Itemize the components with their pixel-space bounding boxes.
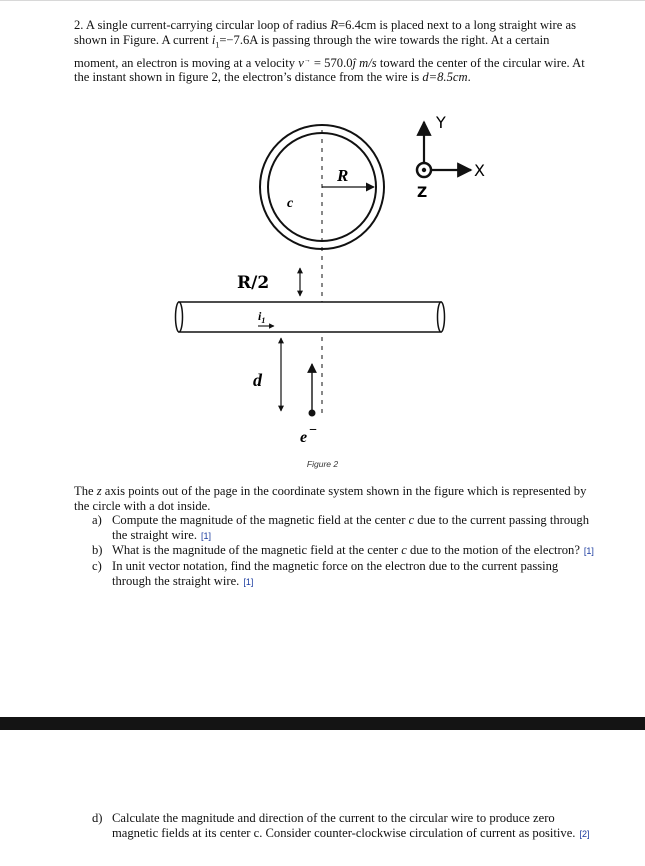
part-b-text-2: due to the motion of the electron? bbox=[406, 543, 580, 558]
part-a-text-2: due to the current passing through the straight wire. bbox=[112, 513, 590, 542]
intro-text-2: is placed next to a long straight wire as shown in Figure. A current bbox=[74, 18, 576, 47]
part-b-symbol: c bbox=[401, 543, 407, 558]
z-axis-dot bbox=[422, 168, 426, 172]
part-a-marks: [1] bbox=[200, 530, 211, 541]
section-divider-bar bbox=[0, 717, 645, 730]
label-x-axis: X bbox=[474, 161, 485, 180]
question-parts bbox=[74, 513, 594, 589]
label-z-axis: Z bbox=[417, 185, 428, 201]
question-body bbox=[74, 484, 594, 589]
axis-description bbox=[74, 484, 594, 513]
intro-text-3: is passing through the wire towards the right. At a certain moment, an electron is moving at a velocity bbox=[74, 32, 550, 70]
part-a-text-1: Compute the magnitude of the magnetic field at the center bbox=[112, 513, 409, 528]
velocity-units: m/s bbox=[356, 55, 377, 70]
label-electron: e − bbox=[300, 423, 318, 446]
part-a-symbol: c bbox=[408, 513, 415, 528]
velocity-unit-vector: ĵ bbox=[352, 55, 357, 70]
part-c-marks: [1] bbox=[243, 576, 254, 587]
radius-symbol: R bbox=[330, 18, 339, 32]
part-b-text-1: What is the magnitude of the magnetic field at the center bbox=[112, 543, 402, 558]
intro-text-4: toward the center of the circular wire. At the instant shown in figure 2, the electron’s distance from the wire is bbox=[74, 55, 585, 85]
part-d-section bbox=[74, 811, 594, 841]
current-value: =−7.6A bbox=[219, 32, 258, 47]
part-c-label: c) bbox=[92, 558, 102, 573]
question-parts-continued bbox=[74, 811, 594, 841]
part-c-text-1: In unit vector notation, find the magnetic force on the electron due to the current passing through the straight wire. bbox=[112, 558, 559, 588]
part-d-label: d) bbox=[92, 811, 103, 825]
velocity-symbol: v bbox=[298, 55, 304, 70]
label-radius: R bbox=[337, 166, 349, 185]
top-divider bbox=[0, 0, 645, 1]
part-b-marks: [1] bbox=[583, 546, 594, 557]
problem-statement bbox=[74, 18, 594, 85]
part-a-label: a) bbox=[92, 513, 102, 528]
problem-intro bbox=[74, 18, 594, 85]
label-distance: d bbox=[253, 370, 262, 390]
electron-dot bbox=[309, 410, 316, 417]
part-c bbox=[74, 559, 594, 589]
label-center: c bbox=[287, 196, 294, 211]
figure-caption: Figure 2 bbox=[306, 459, 339, 469]
intro-end: . bbox=[467, 70, 471, 85]
axis-z-symbol: z bbox=[96, 484, 102, 498]
current-symbol: i bbox=[211, 32, 216, 47]
figure-diagram bbox=[160, 108, 490, 453]
axis-text-1: The bbox=[74, 484, 97, 498]
part-d-text: Calculate the magnitude and direction of the current to the circular wire to produce zero magnetic fields at its center c. Consider counter-clockwise circulation of current as positive. bbox=[112, 811, 576, 840]
velocity-arrow: → bbox=[303, 55, 311, 64]
part-a bbox=[74, 513, 594, 543]
intro-text-1: 2. A single current-carrying circular loop of radius bbox=[74, 18, 331, 32]
distance-symbol: d bbox=[422, 70, 429, 85]
label-current: $i_1$ bbox=[258, 309, 266, 325]
current-subscript: 1 bbox=[215, 40, 220, 50]
straight-wire bbox=[179, 302, 441, 332]
wire-left-end bbox=[176, 302, 183, 332]
part-d bbox=[74, 811, 594, 841]
wire-right-end bbox=[438, 302, 445, 332]
part-d-marks: [2] bbox=[579, 828, 590, 839]
part-b bbox=[74, 543, 594, 559]
radius-value: =6.4cm bbox=[338, 18, 377, 32]
axis-text-2: axis points out of the page in the coordinate system shown in the figure which is represented by the circle with a dot inside. bbox=[74, 484, 587, 513]
label-half-radius: R/2 bbox=[237, 273, 270, 293]
label-y-axis: Y bbox=[436, 113, 446, 132]
velocity-value: = 570.0 bbox=[310, 55, 353, 70]
distance-value: =8.5cm bbox=[428, 70, 468, 85]
part-b-label: b) bbox=[92, 543, 103, 558]
